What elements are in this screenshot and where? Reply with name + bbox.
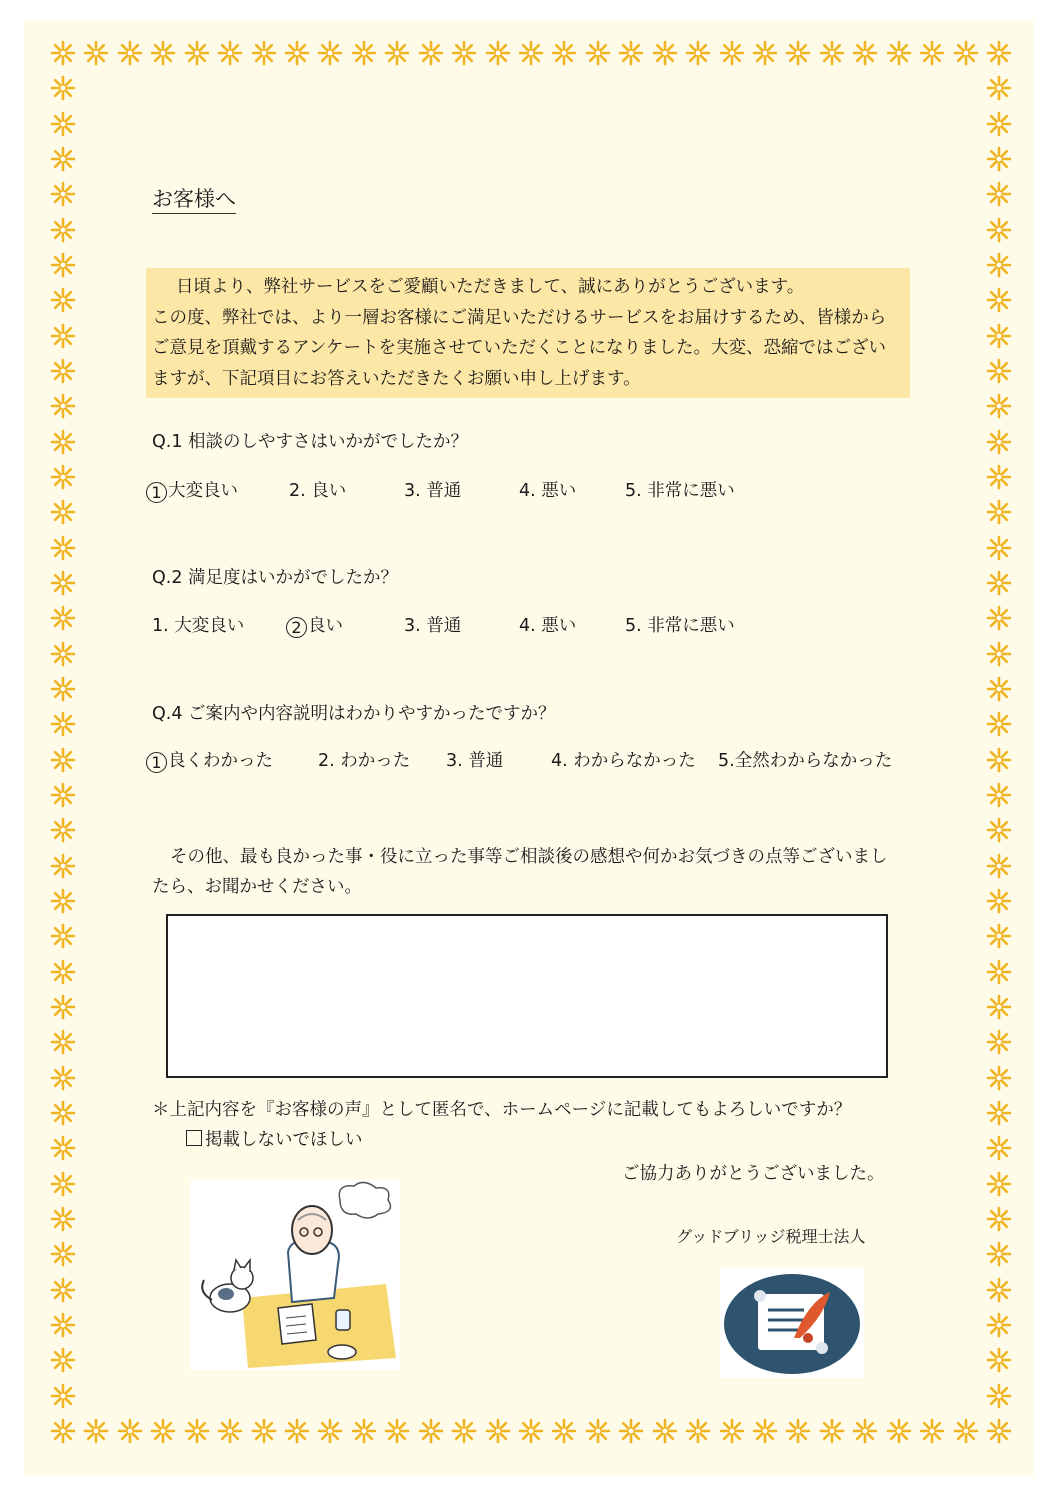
q4-option-4[interactable] [551, 749, 696, 773]
star-icon [919, 1418, 945, 1444]
star-icon [986, 1277, 1012, 1303]
option-num: 4. [519, 481, 536, 501]
star-icon [551, 40, 577, 66]
other-comments-prompt [152, 842, 912, 902]
star-icon [117, 40, 143, 66]
star-icon [217, 40, 243, 66]
q4-option-1[interactable] [146, 749, 273, 773]
opt-out-checkbox-row[interactable] [186, 1128, 363, 1152]
star-icon [50, 1065, 76, 1091]
option-text: 良い [311, 481, 347, 501]
survey-sheet [24, 20, 1034, 1476]
star-icon [986, 535, 1012, 561]
star-icon [351, 40, 377, 66]
star-icon [986, 1206, 1012, 1232]
star-icon [50, 1029, 76, 1055]
star-icon [50, 853, 76, 879]
star-icon [852, 1418, 878, 1444]
star-icon [986, 570, 1012, 596]
option-text: わかった [340, 751, 411, 771]
star-icon [485, 1418, 511, 1444]
option-text: 普通 [426, 481, 462, 501]
star-icon [986, 464, 1012, 490]
option-text: 非常に悪い [647, 616, 735, 636]
q2-option-1[interactable] [152, 614, 244, 638]
star-icon [986, 358, 1012, 384]
star-icon [284, 40, 310, 66]
comment-box[interactable] [166, 914, 888, 1078]
q1-option-5[interactable] [625, 479, 735, 503]
star-icon [986, 747, 1012, 773]
star-icon [986, 1383, 1012, 1409]
star-icon [986, 323, 1012, 349]
intro-line: 日頃より、弊社サービスをご愛顧いただきまして、誠にありがとうございます。 [176, 277, 805, 297]
star-icon [50, 1206, 76, 1232]
star-icon [986, 994, 1012, 1020]
q2-option-2[interactable] [286, 614, 343, 638]
star-icon [919, 40, 945, 66]
star-icon [317, 1418, 343, 1444]
selected-circle: 1 [146, 752, 167, 773]
option-text: 悪い [541, 481, 577, 501]
option-text: 全然わからなかった [734, 751, 893, 771]
star-icon [986, 1065, 1012, 1091]
option-num: 4. [519, 616, 536, 636]
selected-circle: 1 [146, 482, 167, 503]
star-icon [384, 1418, 410, 1444]
publish-question: ＊上記内容を『お客様の声』として匿名で、ホームページに記載してもよろしいですか？ [152, 1100, 852, 1120]
option-text: 大変良い [168, 481, 238, 501]
star-icon [785, 40, 811, 66]
star-icon [50, 535, 76, 561]
star-icon [986, 853, 1012, 879]
option-text: 普通 [426, 616, 462, 636]
star-icon [50, 1312, 76, 1338]
star-icon [986, 1418, 1012, 1444]
star-icon [986, 923, 1012, 949]
option-num: 5. [625, 481, 642, 501]
star-icon [50, 40, 76, 66]
star-icon [451, 40, 477, 66]
star-icon [585, 1418, 611, 1444]
option-num: 1. [152, 616, 169, 636]
prompt-line: たら、お聞かせください。 [152, 877, 362, 897]
star-icon [50, 1383, 76, 1409]
option-text: 良くわかった [168, 751, 273, 771]
star-icon [986, 287, 1012, 313]
q4-option-5[interactable] [718, 749, 892, 773]
star-icon [986, 1100, 1012, 1126]
star-icon [719, 40, 745, 66]
star-icon [50, 1171, 76, 1197]
star-icon [685, 1418, 711, 1444]
star-icon [50, 817, 76, 843]
star-icon [50, 181, 76, 207]
star-icon [986, 817, 1012, 843]
star-icon [986, 1347, 1012, 1373]
intro-line: ご意見を頂戴するアンケートを実施させていただくことになりました。大変、恐縮ではござい [152, 338, 886, 358]
star-icon [986, 111, 1012, 137]
star-icon [886, 40, 912, 66]
star-icon [986, 888, 1012, 914]
star-icon [719, 1418, 745, 1444]
star-icon [50, 146, 76, 172]
star-icon [50, 323, 76, 349]
star-icon [986, 676, 1012, 702]
q1-option-4[interactable] [519, 479, 576, 503]
scroll-and-quill-emblem [720, 1268, 864, 1378]
option-num: 3. [404, 481, 421, 501]
star-icon [50, 1277, 76, 1303]
star-icon [819, 1418, 845, 1444]
star-icon [50, 75, 76, 101]
star-icon [50, 1347, 76, 1373]
question-2-label: Q.2 満足度はいかがでしたか？ [152, 568, 399, 588]
star-icon [50, 252, 76, 278]
q4-option-3[interactable] [446, 749, 503, 773]
star-icon [50, 393, 76, 419]
q2-option-5[interactable] [625, 614, 735, 638]
star-icon [50, 923, 76, 949]
opt-out-checkbox[interactable] [186, 1130, 202, 1146]
option-text: 大変良い [174, 616, 245, 636]
star-icon [50, 287, 76, 313]
star-icon [50, 782, 76, 808]
star-icon [50, 888, 76, 914]
option-num: 5. [625, 616, 642, 636]
star-icon [518, 1418, 544, 1444]
greeting-heading: お客様へ [152, 186, 236, 214]
star-icon [251, 40, 277, 66]
star-icon [986, 641, 1012, 667]
star-icon [50, 959, 76, 985]
q2-option-3[interactable] [404, 614, 461, 638]
star-icon [50, 1418, 76, 1444]
option-text: 普通 [468, 751, 504, 771]
star-icon [418, 1418, 444, 1444]
plate-icon [328, 1345, 356, 1359]
star-icon [953, 1418, 979, 1444]
star-icon [50, 676, 76, 702]
star-icon [652, 40, 678, 66]
star-icon [50, 711, 76, 737]
star-icon [652, 1418, 678, 1444]
star-icon [251, 1418, 277, 1444]
star-icon [618, 40, 644, 66]
star-icon [986, 146, 1012, 172]
star-icon [986, 711, 1012, 737]
star-icon [50, 499, 76, 525]
star-icon [986, 959, 1012, 985]
option-num: 2. [318, 751, 335, 771]
glass-icon [336, 1310, 350, 1330]
intro-line: ますが、下記項目にお答えいただきたくお願い申し上げます。 [152, 368, 641, 389]
star-icon [50, 641, 76, 667]
star-icon [585, 40, 611, 66]
star-icon [953, 40, 979, 66]
star-icon [685, 40, 711, 66]
star-icon [284, 1418, 310, 1444]
star-icon [50, 570, 76, 596]
star-icon [50, 1135, 76, 1161]
star-icon [184, 40, 210, 66]
star-icon [50, 1100, 76, 1126]
star-icon [117, 1418, 143, 1444]
selected-circle: 2 [286, 617, 307, 638]
star-icon [986, 217, 1012, 243]
star-icon [986, 75, 1012, 101]
question-1-label: Q.1 相談のしやすさはいかがでしたか？ [152, 432, 469, 452]
q2-option-4[interactable] [519, 614, 576, 638]
thanks-text: ご協力ありがとうございました。 [622, 1164, 885, 1184]
star-icon [50, 1241, 76, 1267]
star-icon [986, 782, 1012, 808]
star-icon [886, 1418, 912, 1444]
star-icon [752, 40, 778, 66]
star-icon [986, 181, 1012, 207]
star-icon [785, 1418, 811, 1444]
question-4-label: Q.4 ご案内や内容説明はわかりやすかったですか？ [152, 704, 556, 724]
option-num: 3. [446, 751, 463, 771]
option-text: 非常に悪い [647, 481, 735, 501]
star-icon [418, 40, 444, 66]
star-icon [618, 1418, 644, 1444]
prompt-line: その他、最も良かった事・役に立った事等ご相談後の感想や何かお気づきの点等ございまし [170, 847, 888, 867]
star-icon [50, 429, 76, 455]
star-icon [50, 994, 76, 1020]
star-icon [184, 1418, 210, 1444]
star-icon [83, 40, 109, 66]
star-icon [986, 1135, 1012, 1161]
star-icon [317, 40, 343, 66]
star-icon [986, 1312, 1012, 1338]
option-num: 5. [718, 751, 735, 771]
star-icon [150, 40, 176, 66]
star-icon [986, 393, 1012, 419]
star-icon [986, 252, 1012, 278]
star-icon [752, 1418, 778, 1444]
star-icon [50, 217, 76, 243]
q1-option-3[interactable] [404, 479, 461, 503]
star-icon [50, 358, 76, 384]
star-icon [986, 1171, 1012, 1197]
star-icon [451, 1418, 477, 1444]
company-name: グッドブリッジ税理士法人 [676, 1227, 866, 1246]
option-text: 悪い [541, 616, 577, 636]
star-icon [150, 1418, 176, 1444]
star-icon [518, 40, 544, 66]
intro-line: この度、弊社では、より一層お客様にご満足いただけるサービスをお届けするため、皆様から [152, 307, 887, 328]
option-num: 4. [551, 751, 568, 771]
option-num: 3. [404, 616, 421, 636]
q4-option-2[interactable] [318, 749, 410, 773]
q1-option-2[interactable] [289, 479, 346, 503]
star-icon [217, 1418, 243, 1444]
person-writing-with-cat-illustration [190, 1180, 400, 1370]
star-icon [986, 1241, 1012, 1267]
star-icon [986, 40, 1012, 66]
option-num: 2. [289, 481, 306, 501]
star-icon [485, 40, 511, 66]
star-icon [50, 464, 76, 490]
star-icon [551, 1418, 577, 1444]
star-icon [852, 40, 878, 66]
option-text: わからなかった [573, 751, 696, 771]
star-icon [83, 1418, 109, 1444]
opt-out-label: 掲載しないでほしい [205, 1130, 363, 1150]
option-text: 良い [308, 616, 343, 636]
star-icon [50, 747, 76, 773]
star-icon [986, 429, 1012, 455]
star-icon [986, 499, 1012, 525]
star-icon [351, 1418, 377, 1444]
q1-option-1[interactable] [146, 479, 238, 503]
intro-text [152, 272, 912, 394]
paper-icon [278, 1304, 316, 1344]
star-icon [986, 605, 1012, 631]
star-icon [50, 605, 76, 631]
star-icon [384, 40, 410, 66]
star-icon [50, 111, 76, 137]
star-icon [819, 40, 845, 66]
star-icon [986, 1029, 1012, 1055]
thought-bubble-icon [339, 1182, 390, 1218]
